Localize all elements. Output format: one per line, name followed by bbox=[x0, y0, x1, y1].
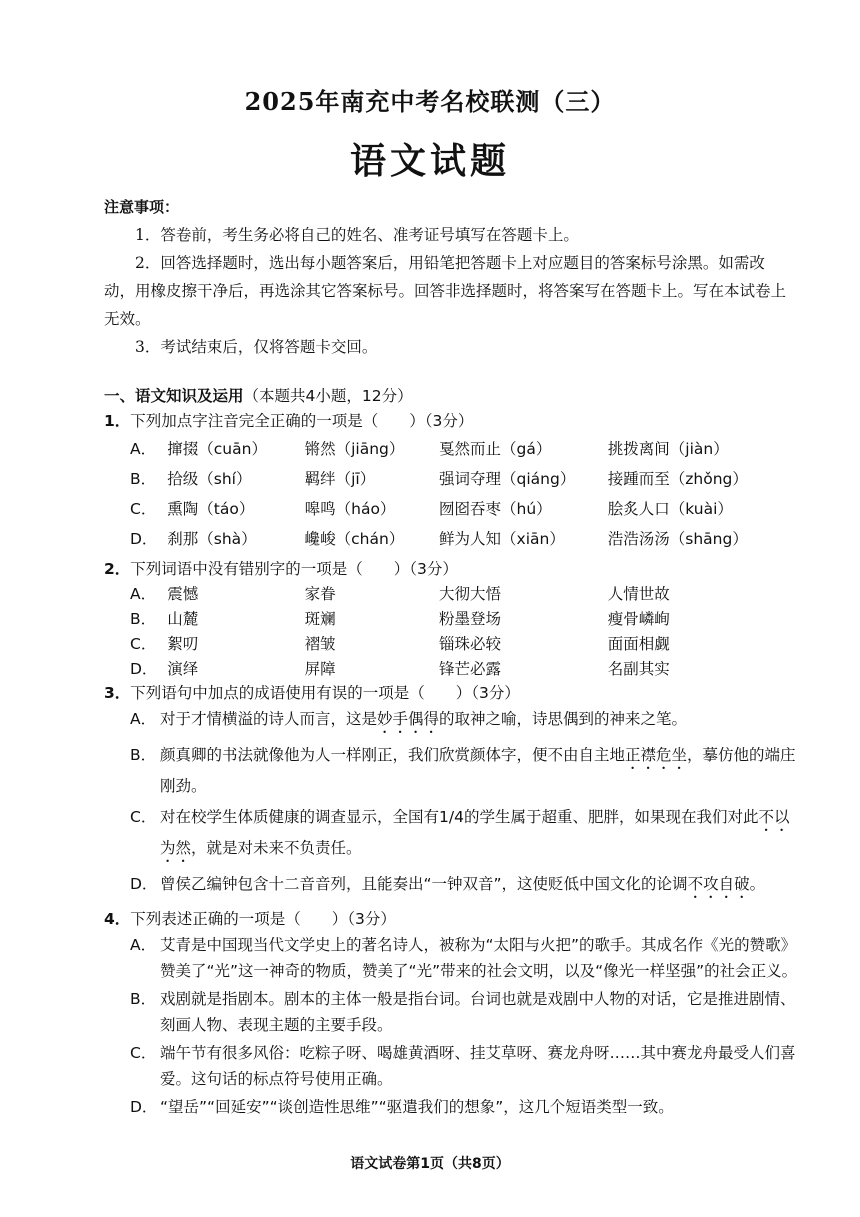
notes-block bbox=[104, 193, 794, 361]
option-label: D． bbox=[130, 530, 158, 548]
option-item: 面面相觑 bbox=[607, 635, 670, 653]
option-label: A． bbox=[130, 936, 157, 954]
option-item: 浩浩汤汤（shāng） bbox=[607, 530, 748, 548]
question-stem bbox=[104, 906, 804, 932]
question-3 bbox=[104, 680, 804, 907]
option-text-post: 的取神之喻，诗思偶到的神来之笔。 bbox=[439, 710, 688, 728]
option-item: 接踵而至（zhǒng） bbox=[607, 470, 748, 488]
option-item: 斑斓 bbox=[304, 610, 336, 628]
option-text: 端午节有很多风俗：吃粽子呀、喝雄黄酒呀、挂艾草呀、赛龙舟呀……其中赛龙舟最受人们喜爱。这句话的标点符号使用正确。 bbox=[160, 1044, 796, 1088]
option-text: 艾青是中国现当代文学史上的著名诗人，被称为“太阳与火把”的歌手。其成名作《光的赞歌》赞美了“光”这一神奇的物质，赞美了“光”带来的社会文明，以及“像光一样坚强”的社会正义。 bbox=[160, 936, 798, 980]
option-grid bbox=[130, 582, 804, 682]
option-a bbox=[130, 932, 804, 984]
dotted-idiom: 妙手偶得 bbox=[377, 710, 440, 728]
option-label: B． bbox=[130, 990, 157, 1008]
option-item: 震憾 bbox=[167, 585, 199, 603]
option-item: 鲜为人知（xiān） bbox=[439, 530, 565, 548]
question-stem bbox=[104, 408, 804, 434]
option-row-b bbox=[130, 464, 804, 494]
question-number: 4． bbox=[104, 910, 131, 928]
option-row-a bbox=[130, 582, 804, 607]
option-row-a bbox=[130, 434, 804, 464]
option-label: C． bbox=[130, 808, 157, 826]
notes-heading: 注意事项： bbox=[104, 198, 180, 216]
option-item: 瘦骨嶙峋 bbox=[607, 610, 670, 628]
option-item: 絮叨 bbox=[167, 635, 199, 653]
question-1 bbox=[104, 408, 804, 554]
note-item-2: 2．回答选择题时，选出每小题答案后，用铅笔把答题卡上对应题目的答案标号涂黑。如需改动，用橡皮擦干净后，再选涂其它答案标号。回答非选择题时，将答案写在答题卡上。写在本试卷上无效。 bbox=[104, 254, 787, 328]
option-item: 戛然而止（gá） bbox=[439, 440, 552, 458]
question-stem bbox=[104, 680, 804, 706]
option-text-pre: 对于才情横溢的诗人而言，这是 bbox=[160, 710, 378, 728]
question-number: 2． bbox=[104, 560, 131, 578]
option-c bbox=[130, 804, 804, 866]
option-c bbox=[130, 1040, 804, 1092]
option-text-pre: 对在校学生体质健康的调查显示，全国有1/4的学生属于超重、肥胖，如果现在我们对此 bbox=[160, 808, 759, 826]
option-item: 褶皱 bbox=[304, 635, 336, 653]
option-text bbox=[160, 706, 804, 737]
dotted-idiom: 正襟危坐 bbox=[625, 746, 688, 764]
section-info: （本题共4小题，12分） bbox=[243, 387, 413, 405]
option-item: 嗥鸣（háo） bbox=[304, 500, 396, 518]
option-text-post: ，摹仿他的端庄刚劲。 bbox=[160, 746, 796, 795]
option-b bbox=[130, 742, 804, 799]
option-item: 羁绊（jī） bbox=[304, 470, 376, 488]
note-item-3: 3．考试结束后，仅将答题卡交回。 bbox=[135, 338, 378, 356]
option-item: 拾级（shí） bbox=[167, 470, 252, 488]
option-label: D． bbox=[130, 1098, 158, 1116]
option-label: A． bbox=[130, 585, 157, 603]
page-footer: 语文试卷第1页（共8页） bbox=[350, 1156, 510, 1172]
option-item: 粉墨登场 bbox=[439, 610, 502, 628]
option-text bbox=[160, 742, 804, 799]
option-item: 挑拨离间（jiàn） bbox=[607, 440, 729, 458]
option-item: 演绎 bbox=[167, 660, 199, 678]
option-item: 巉峻（chán） bbox=[304, 530, 405, 548]
option-item: 大彻大悟 bbox=[439, 585, 502, 603]
section-heading bbox=[104, 384, 413, 406]
option-grid bbox=[130, 434, 804, 554]
option-item: 刹那（shà） bbox=[167, 530, 257, 548]
option-label: C． bbox=[130, 1044, 157, 1062]
option-row-d bbox=[130, 524, 804, 554]
option-item: 家眷 bbox=[304, 585, 336, 603]
question-number: 3． bbox=[104, 684, 131, 702]
question-2 bbox=[104, 556, 804, 682]
dotted-idiom: 不攻自破 bbox=[687, 875, 750, 893]
option-row-b bbox=[130, 607, 804, 632]
question-text: 下列加点字注音完全正确的一项是（ ）（3分） bbox=[130, 412, 474, 430]
option-item: 人情世故 bbox=[607, 585, 670, 603]
question-text: 下列语句中加点的成语使用有误的一项是（ ）（3分） bbox=[130, 684, 520, 702]
option-text-pre: 颜真卿的书法就像他为人一样刚正，我们欣赏颜体字，便不由自主地 bbox=[160, 746, 626, 764]
option-label: A． bbox=[130, 440, 157, 458]
question-stem bbox=[104, 556, 804, 582]
option-item: 锵然（jiāng） bbox=[304, 440, 405, 458]
option-a bbox=[130, 706, 804, 737]
dotted-idiom: 不以为然 bbox=[160, 808, 790, 857]
option-item: 锱珠必较 bbox=[439, 635, 502, 653]
option-item: 名副其实 bbox=[607, 660, 670, 678]
option-label: C． bbox=[130, 635, 157, 653]
option-d bbox=[130, 1094, 804, 1120]
option-item: 强词夺理（qiáng） bbox=[439, 470, 576, 488]
question-text: 下列词语中没有错别字的一项是（ ）（3分） bbox=[130, 560, 458, 578]
option-b bbox=[130, 986, 804, 1038]
option-row-c bbox=[130, 494, 804, 524]
option-item: 锋芒必露 bbox=[439, 660, 502, 678]
question-number: 1． bbox=[104, 412, 131, 430]
option-label: D． bbox=[130, 875, 158, 893]
option-label: D． bbox=[130, 660, 158, 678]
option-item: 熏陶（táo） bbox=[167, 500, 255, 518]
option-label: B． bbox=[130, 610, 157, 628]
subject-title: 语文试题 bbox=[349, 140, 510, 182]
option-item: 山麓 bbox=[167, 610, 199, 628]
option-text: “望岳”“回延安”“谈创造性思维”“驱遣我们的想象”，这几个短语类型一致。 bbox=[160, 1098, 674, 1116]
option-text bbox=[160, 804, 804, 866]
exam-title: 2025年南充中考名校联测（三） bbox=[244, 87, 616, 116]
option-item: 屏障 bbox=[304, 660, 336, 678]
option-label: B． bbox=[130, 470, 157, 488]
note-item-1: 1．答卷前，考生务必将自己的姓名、准考证号填写在答题卡上。 bbox=[135, 226, 579, 244]
option-text-pre: 曾侯乙编钟包含十二音音列，且能奏出“一钟双音”，这使贬低中国文化的论调 bbox=[160, 875, 688, 893]
option-text: 戏剧就是指剧本。剧本的主体一般是指台词。台词也就是戏剧中人物的对话，它是推进剧情、刻画人物、表现主题的主要手段。 bbox=[160, 990, 796, 1034]
option-item: 撺掇（cuān） bbox=[167, 440, 267, 458]
question-text: 下列表述正确的一项是（ ）（3分） bbox=[130, 910, 396, 928]
option-d bbox=[130, 871, 804, 902]
option-label: B． bbox=[130, 746, 157, 764]
option-row-d bbox=[130, 657, 804, 682]
question-4 bbox=[104, 906, 804, 1122]
option-item: 囫囵吞枣（hú） bbox=[439, 500, 552, 518]
section-title: 一、语文知识及运用 bbox=[104, 387, 244, 405]
option-row-c bbox=[130, 632, 804, 657]
option-label: A． bbox=[130, 710, 157, 728]
option-text-post: 。 bbox=[749, 875, 766, 893]
option-label: C． bbox=[130, 500, 157, 518]
option-text-post: ，就是对未来不负责任。 bbox=[191, 839, 362, 857]
option-item: 脍炙人口（kuài） bbox=[607, 500, 733, 518]
option-text bbox=[160, 871, 804, 902]
